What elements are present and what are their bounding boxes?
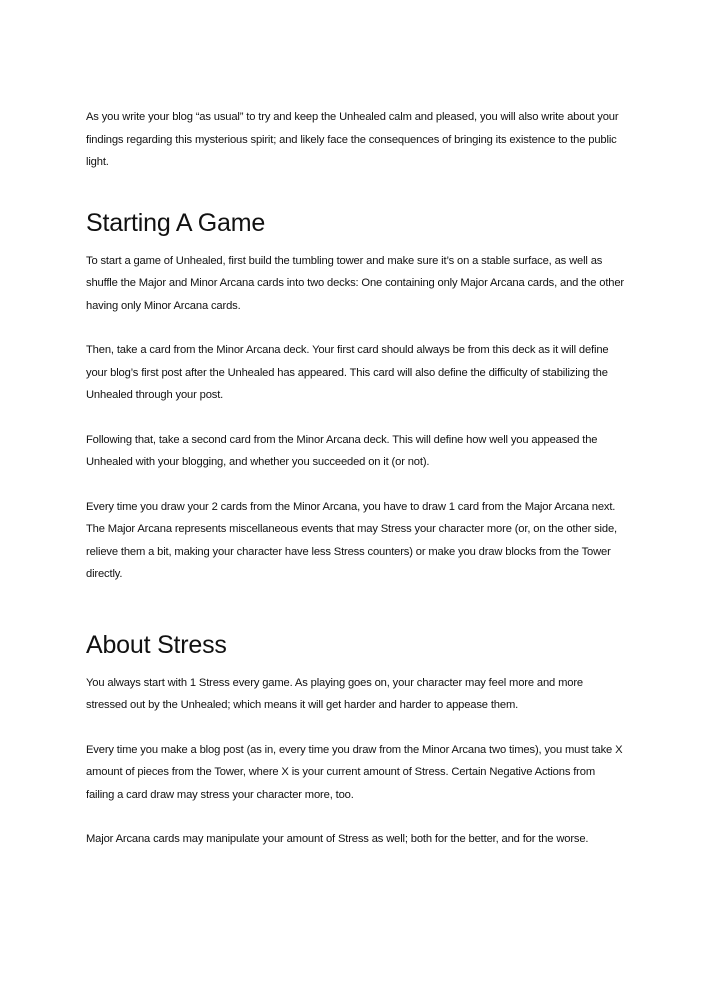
starting-a-game-paragraph-4: Every time you draw your 2 cards from the Minor Arcana, you have to draw 1 card from the Major Arcana next. The Major Arcana represents miscellaneous events that may Stress your character more (or, on the other side, relieve them a bit, making your character have less Stress counters) or make you draw blocks from the Tower directly. [86,500,617,580]
paragraph-spacer [86,806,626,828]
about-stress-paragraph-1: You always start with 1 Stress every game. As playing goes on, your character may feel more and more stressed out by the Unhealed; which means it will get harder and harder to appease them. [86,676,583,711]
paragraph-spacer [86,717,626,739]
starting-a-game-paragraph-2: Then, take a card from the Minor Arcana deck. Your first card should always be from this deck as it will define your blog’s first post after the Unhealed has appeared. This card will also define the difficulty of stabilizing the Unhealed through your post. [86,344,609,401]
intro-paragraph: As you write your blog “as usual” to try and keep the Unhealed calm and pleased, you will also write about your findings regarding this mysterious spirit; and likely face the consequences of bringing its existence to the public light. [86,111,619,168]
starting-a-game-paragraph-1: To start a game of Unhealed, first build the tumbling tower and make sure it’s on a stable surface, as well as shuffle the Major and Minor Arcana cards into two decks: One containing only Major Arcana cards, and the other having only Minor Arcana cards. [86,254,625,312]
starting-a-game-heading: Starting A Game [86,208,266,237]
starting-a-game-paragraph-3: Following that, take a second card from the Minor Arcana deck. This will define how well you appeased the Unhealed with your blogging, and whether you succeeded on it (or not). [86,433,598,468]
starting-a-game-section-header [86,174,626,250]
about-stress-paragraph-2: Every time you make a blog post (as in, every time you draw from the Minor Arcana two times), you must take X amount of pieces from the Tower, where X is your current amount of Stress. Certain Negative Actions from failing a card draw may stress your character more, too. [86,743,623,801]
about-stress-heading: About Stress [86,630,227,659]
about-stress-paragraph-3: Major Arcana cards may manipulate your amount of Stress as well; both for the better, and for the worse. [86,833,589,845]
paragraph-spacer [86,407,626,429]
paragraph-spacer [86,317,626,339]
section-spacer [86,586,626,630]
paragraph-spacer [86,474,626,496]
document-page [86,106,626,851]
about-stress-section-header [86,630,626,672]
